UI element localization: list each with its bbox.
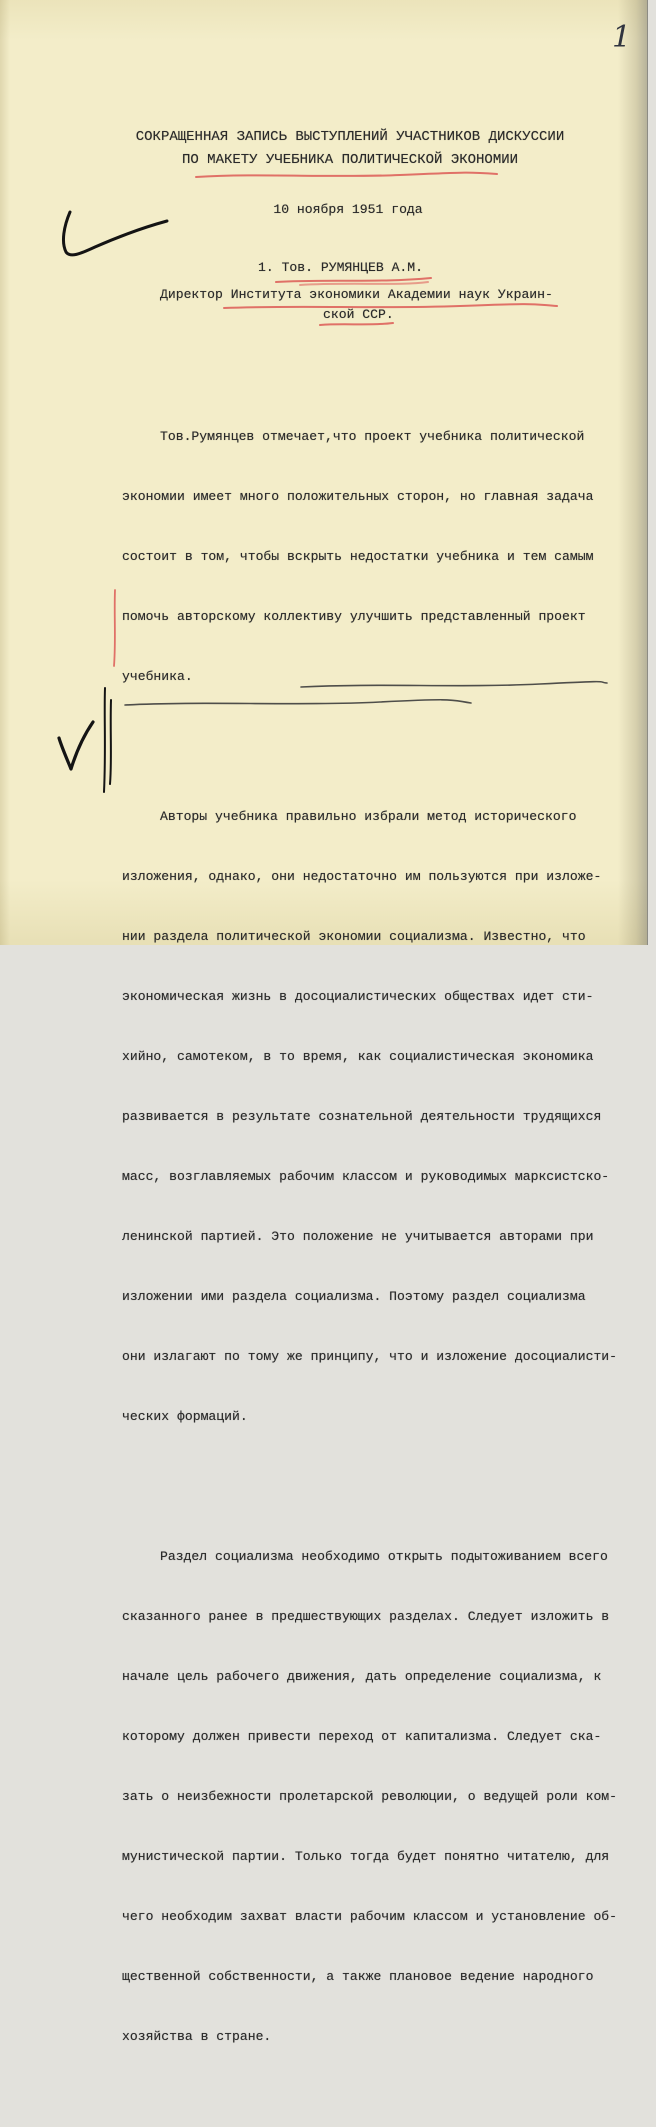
paragraph-line: экономическая жизнь в досоциалистических обществах идет сти- <box>122 989 594 1004</box>
ink-check-mark <box>59 722 93 769</box>
document-body <box>122 347 617 2127</box>
paragraph-line: развивается в результате сознательной деятельности трудящихся <box>122 1109 602 1124</box>
paragraph-line: хозяйства в стране. <box>122 2029 272 2044</box>
paragraph-line: масс, возглавляемых рабочим классом и руководимых марксистско- <box>122 1169 610 1184</box>
paragraph-line: зать о неизбежности пролетарской революции, о ведущей роли ком- <box>122 1789 618 1804</box>
paragraph-3 <box>122 1507 617 2087</box>
paragraph-line: экономии имеет много положительных сторон, но главная задача <box>122 489 594 504</box>
paragraph-line: начале цель рабочего движения, дать определение социализма, к <box>122 1669 602 1684</box>
paragraph-line: Тов.Румянцев отмечает,что проект учебника политической <box>160 429 585 444</box>
speaker-position-line: Директор Института экономики Академии наук Украин- <box>160 287 553 302</box>
paragraph-line: сказанного ранее в предшествующих разделах. Следует изложить в <box>122 1609 610 1624</box>
paragraph-1 <box>122 387 617 727</box>
speaker-position-line: ской ССР. <box>323 307 394 322</box>
paragraph-line: хийно, самотеком, в то время, как социалистическая экономика <box>122 1049 594 1064</box>
red-margin-line <box>114 590 115 666</box>
red-pencil-underline <box>196 173 497 177</box>
paragraph-line: они излагают по тому же принципу, что и изложение досоциалисти- <box>122 1349 618 1364</box>
paragraph-line: чего необходим захват власти рабочим классом и установление об- <box>122 1909 618 1924</box>
document-date: 10 ноября 1951 года <box>273 202 423 217</box>
paragraph-line: Авторы учебника правильно избрали метод исторического <box>160 809 577 824</box>
paragraph-line: помочь авторскому коллективу улучшить представленный проект <box>122 609 586 624</box>
ink-margin-stroke <box>110 700 111 784</box>
ink-margin-stroke <box>104 688 105 792</box>
paragraph-line: изложения, однако, они недостаточно им пользуются при изложе- <box>122 869 602 884</box>
document-title-line-1: СОКРАЩЕННАЯ ЗАПИСЬ ВЫСТУПЛЕНИЙ УЧАСТНИКОВ ДИСКУССИИ <box>135 129 565 145</box>
paragraph-line: щественной собственности, а также плановое ведение народного <box>122 1969 594 1984</box>
page-number: 1 <box>612 20 632 55</box>
paragraph-line: которому должен привести переход от капитализма. Следует ска- <box>122 1729 602 1744</box>
paragraph-line: нии раздела политической экономии социализма. Известно, что <box>122 929 586 944</box>
paragraph-line: Раздел социализма необходимо открыть подытоживанием всего <box>160 1549 608 1564</box>
paragraph-line: ленинской партией. Это положение не учитывается авторами при <box>122 1229 594 1244</box>
document-title-line-2: ПО МАКЕТУ УЧЕБНИКА ПОЛИТИЧЕСКОЙ ЭКОНОМИИ <box>181 152 519 168</box>
paragraph-2 <box>122 767 617 1467</box>
paragraph-line: учебника. <box>122 669 193 684</box>
paragraph-line: мунистической партии. Только тогда будет понятно читателю, для <box>122 1849 610 1864</box>
red-pencil-underline <box>276 278 431 282</box>
speaker-heading: 1. Тов. РУМЯНЦЕВ А.М. <box>258 260 424 275</box>
paragraph-line: состоит в том, чтобы вскрыть недостатки учебника и тем самым <box>122 549 594 564</box>
paragraph-line: ческих формаций. <box>122 1409 248 1424</box>
paragraph-line: изложении ими раздела социализма. Поэтому раздел социализма <box>122 1289 586 1304</box>
